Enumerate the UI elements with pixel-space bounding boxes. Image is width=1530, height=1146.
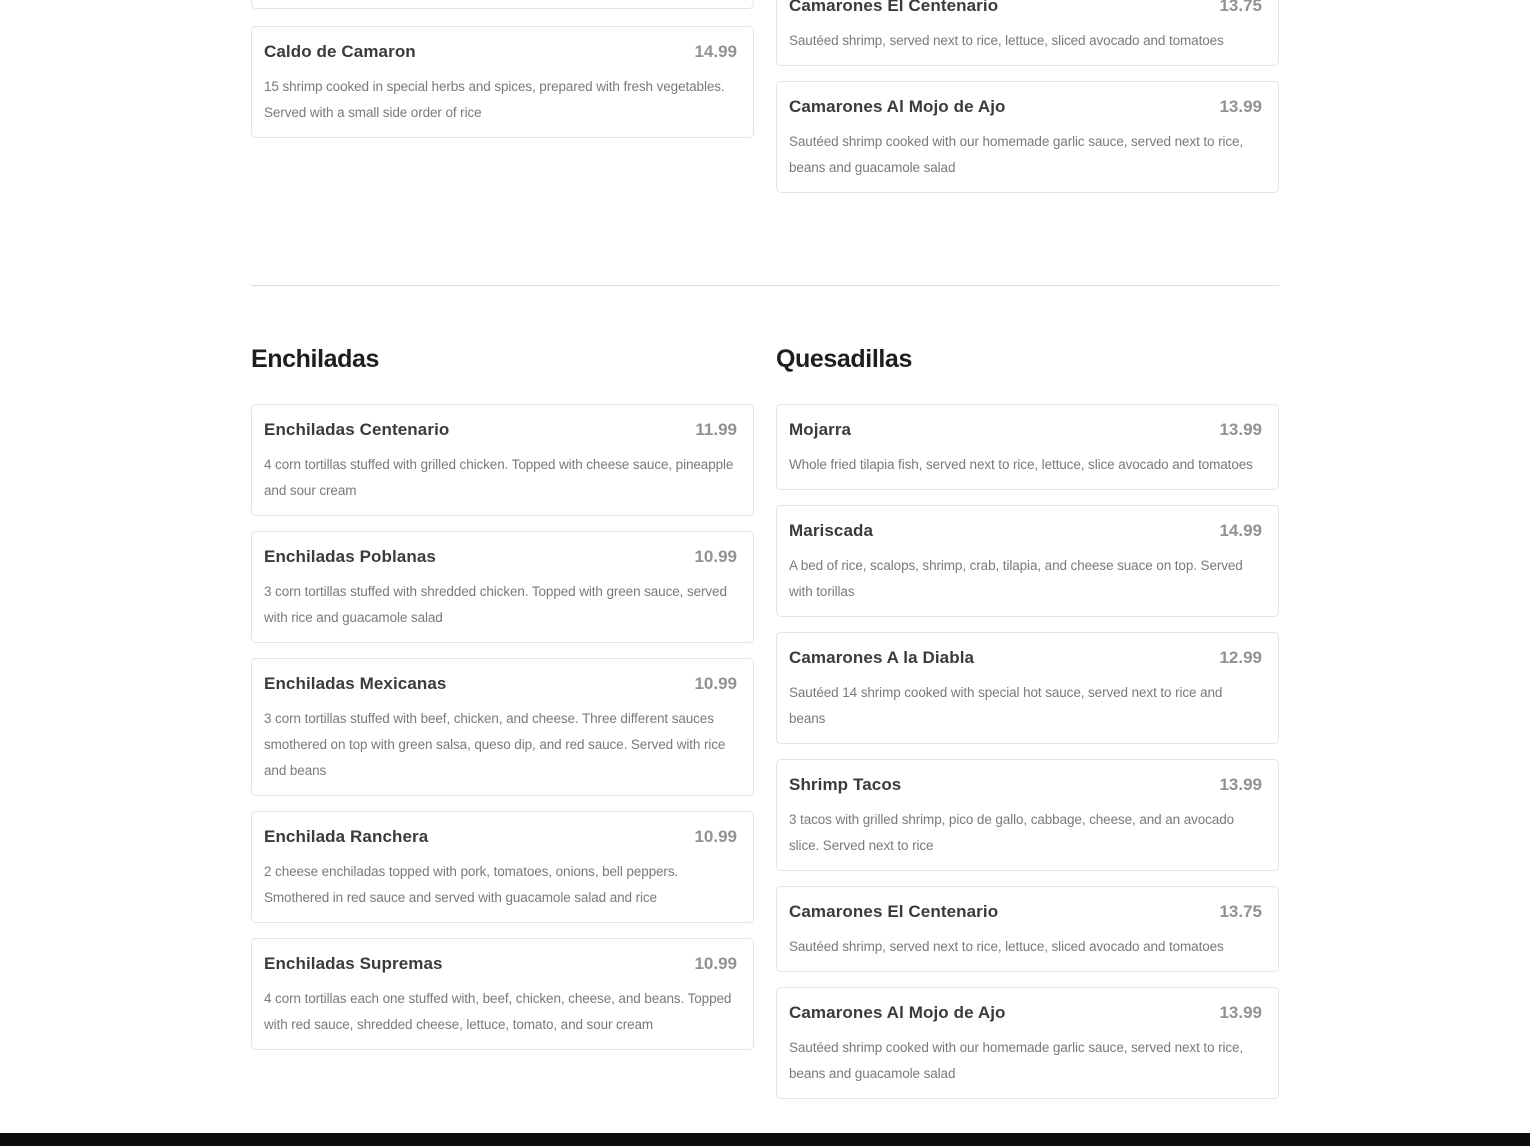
menu-item-description: Sautéed shrimp cooked with our homemade garlic sauce, served next to rice, beans and guacamole salad xyxy=(789,134,1244,175)
menu-item-name: Enchiladas Supremas xyxy=(264,954,443,973)
menu-item-header xyxy=(264,418,737,442)
menu-item-card[interactable] xyxy=(776,505,1279,617)
menu-item-header xyxy=(789,1001,1262,1025)
menu-item-price: 12.99 xyxy=(1219,648,1262,667)
menu-item-card[interactable] xyxy=(251,531,754,643)
section-title-enchiladas: Enchiladas xyxy=(251,345,379,373)
menu-item-description: A bed of rice, scalops, shrimp, crab, tilapia, and cheese suace on top. Served with torillas xyxy=(789,558,1243,599)
menu-item-description: Sautéed shrimp cooked with our homemade garlic sauce, served next to rice, beans and guacamole salad xyxy=(789,1040,1244,1081)
menu-item-card[interactable] xyxy=(776,81,1279,193)
section-quesadillas-items xyxy=(776,404,1279,1099)
menu-item-name: Camarones Al Mojo de Ajo xyxy=(789,97,1006,116)
menu-item-name: Mariscada xyxy=(789,521,874,540)
menu-item-description: Sautéed shrimp, served next to rice, lettuce, sliced avocado and tomatoes xyxy=(789,939,1224,954)
menu-item-price: 11.99 xyxy=(695,420,737,439)
section-enchiladas-items xyxy=(251,404,754,1050)
menu-item-price: 10.99 xyxy=(694,547,737,566)
menu-item-card[interactable] xyxy=(251,811,754,923)
menu-item-header xyxy=(789,418,1262,442)
menu-item-price: 10.99 xyxy=(694,674,737,693)
menu-item-description: 2 cheese enchiladas topped with pork, tomatoes, onions, bell peppers. Smothered in red sauce and served with guacamole salad and rice xyxy=(264,864,679,905)
menu-item-header xyxy=(789,646,1262,670)
menu-item-description: 15 shrimp cooked in special herbs and spices, prepared with fresh vegetables. Served with a small side order of rice xyxy=(264,79,725,120)
menu-item-description: 3 corn tortillas stuffed with shredded chicken. Topped with green sauce, served with rice and guacamole salad xyxy=(264,584,727,625)
menu-item-card[interactable] xyxy=(776,404,1279,490)
menu-item-card[interactable] xyxy=(776,987,1279,1099)
menu-item-card[interactable] xyxy=(776,759,1279,871)
menu-item-card-clipped xyxy=(251,0,754,9)
menu-item-name: Enchiladas Mexicanas xyxy=(264,674,447,693)
menu-item-header xyxy=(789,519,1262,543)
top-right-column xyxy=(776,0,1279,193)
menu-item-header xyxy=(789,773,1262,797)
menu-item-price: 10.99 xyxy=(694,827,737,846)
menu-item-header xyxy=(264,672,737,696)
menu-sections-row xyxy=(251,286,1279,1099)
menu-item-price: 13.99 xyxy=(1219,775,1262,794)
menu-item-price: 14.99 xyxy=(694,42,737,61)
menu-item-header xyxy=(264,825,737,849)
menu-item-name: Caldo de Camaron xyxy=(264,42,416,61)
menu-item-price: 13.75 xyxy=(1219,902,1262,921)
menu-item-header xyxy=(264,952,737,976)
menu-item-price: 13.75 xyxy=(1219,0,1262,15)
menu-item-name: Enchilada Ranchera xyxy=(264,827,429,846)
menu-item-card[interactable] xyxy=(251,938,754,1050)
menu-item-header xyxy=(264,40,737,64)
menu-item-header xyxy=(789,0,1262,18)
menu-item-name: Camarones Al Mojo de Ajo xyxy=(789,1003,1006,1022)
menu-item-price: 14.99 xyxy=(1219,521,1262,540)
menu-item-header xyxy=(264,545,737,569)
menu-item-price: 13.99 xyxy=(1219,420,1262,439)
menu-item-description: 3 corn tortillas stuffed with beef, chicken, and cheese. Three different sauces smothered on top with green salsa, queso dip, and red sauce. Served with rice and beans xyxy=(264,711,726,778)
menu-item-card[interactable] xyxy=(776,0,1279,66)
menu-item-description: Whole fried tilapia fish, served next to rice, lettuce, slice avocado and tomatoes xyxy=(789,457,1253,472)
menu-item-name: Mojarra xyxy=(789,420,852,439)
menu-item-name: Camarones A la Diabla xyxy=(789,648,975,667)
menu-item-header xyxy=(789,900,1262,924)
section-quesadillas xyxy=(776,286,1279,1099)
menu-item-name: Enchiladas Poblanas xyxy=(264,547,436,566)
menu-item-card[interactable] xyxy=(251,658,754,796)
menu-item-description: 4 corn tortillas each one stuffed with, beef, chicken, cheese, and beans. Topped with red sauce, shredded cheese, lettuce, tomato, and sour cream xyxy=(264,991,732,1032)
menu-item-card[interactable] xyxy=(776,886,1279,972)
menu-item-card[interactable] xyxy=(251,404,754,516)
footer-bar xyxy=(0,1133,1530,1146)
menu-item-description: Sautéed shrimp, served next to rice, lettuce, sliced avocado and tomatoes xyxy=(789,33,1224,48)
menu-item-name: Shrimp Tacos xyxy=(789,775,902,794)
menu-item-name: Camarones El Centenario xyxy=(789,0,999,15)
menu-item-description: Sautéed 14 shrimp cooked with special hot sauce, served next to rice and beans xyxy=(789,685,1223,726)
menu-item-price: 13.99 xyxy=(1219,1003,1262,1022)
menu-item-description: 3 tacos with grilled shrimp, pico de gallo, cabbage, cheese, and an avocado slice. Served next to rice xyxy=(789,812,1235,853)
section-enchiladas xyxy=(251,286,754,1050)
top-scrolled-row xyxy=(251,0,1279,193)
menu-item-name: Camarones El Centenario xyxy=(789,902,999,921)
menu-item-price: 13.99 xyxy=(1219,97,1262,116)
menu-item-card[interactable] xyxy=(776,632,1279,744)
menu-item-header xyxy=(789,95,1262,119)
menu-item-price: 10.99 xyxy=(694,954,737,973)
section-title-quesadillas: Quesadillas xyxy=(776,345,912,373)
menu-item-card[interactable] xyxy=(251,26,754,138)
menu-item-name: Enchiladas Centenario xyxy=(264,420,450,439)
top-left-column xyxy=(251,0,754,138)
menu-item-description: 4 corn tortillas stuffed with grilled chicken. Topped with cheese sauce, pineapple and sour cream xyxy=(264,457,734,498)
menu-content xyxy=(251,0,1279,1099)
